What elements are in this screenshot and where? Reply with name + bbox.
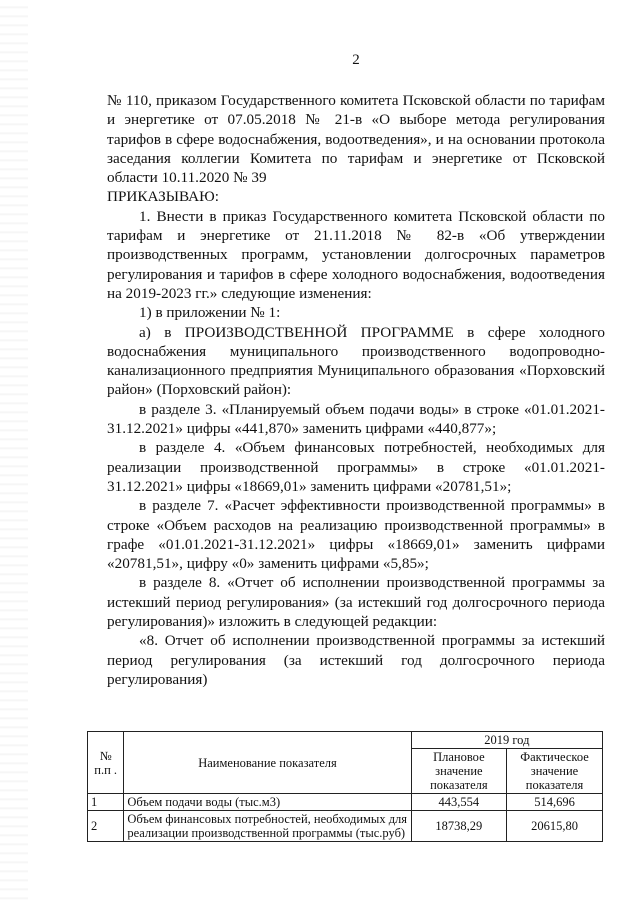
paragraph-section-3: в разделе 3. «Планируемый объем подачи воды» в строке «01.01.2021-31.12.2021» цифры «441,870» заменить цифрами «440,877»; xyxy=(107,400,605,438)
scan-edge-artifact xyxy=(0,0,28,905)
row-number: 1 xyxy=(88,794,124,811)
paragraph-basis: № 110, приказом Государственного комитета Псковской области по тарифам и энергетике от 07.05.2018 № 21-в «О выборе метода регулирования тарифов в сфере водоснабжения, водоотведения», и на основании протокола заседания коллегии Комитета по тарифам и энергетике от Псковской области 10.11.2020 № 39 xyxy=(107,92,605,187)
row-plan-value: 18738,29 xyxy=(411,811,506,842)
report-table xyxy=(87,731,603,842)
paragraph-item-1: 1. Внести в приказ Государственного комитета Псковской области по тарифам и энергетике от 21.11.2018 № 82-в «Об утверждении производственных программ, установлении долгосрочных параметров регулирования и тарифов в сфере холодного водоснабжения, водоотведения на 2019-2023 гг.» следующие изменения: xyxy=(107,207,605,302)
row-number: 2 xyxy=(88,811,124,842)
table-row xyxy=(88,811,603,842)
order-heading: ПРИКАЗЫВАЮ: xyxy=(107,188,219,206)
paragraph-report-title: «8. Отчет об исполнении производственной программы за истекший период регулирования (за истекший год долгосрочного периода регулирования) xyxy=(107,632,605,688)
row-fact-value: 514,696 xyxy=(507,794,603,811)
paragraph-section-4: в разделе 4. «Объем финансовых потребностей, необходимых для реализации производственной программы» в строке «01.01.2021-31.12.2021» цифры «18669,01» заменить цифрами «20781,51»; xyxy=(107,439,605,495)
row-fact-value: 20615,80 xyxy=(507,811,603,842)
paragraph-section-8: в разделе 8. «Отчет об исполнении производственной программы за истекший период регулирования» (за истекший год долгосрочного периода регулирования)» изложить в следующей редакции: xyxy=(107,574,605,631)
document-page xyxy=(107,52,605,689)
page-number: 2 xyxy=(352,52,360,68)
paragraph-program: а) в ПРОИЗВОДСТВЕННОЙ ПРОГРАММЕ в сфере холодного водоснабжения муниципального производственного водопроводно-канализационного предприятия Муниципального образования «Порховский район» (Порховский район): xyxy=(107,323,605,399)
row-indicator: Объем подачи воды (тыс.м3) xyxy=(124,794,411,811)
header-fact-value: Фактическое значение показателя xyxy=(507,749,603,794)
table-row xyxy=(88,794,603,811)
paragraph-section-7: в разделе 7. «Расчет эффективности производственной программы» в строке «Объем расходов на реализацию производственной программы» в графе «01.01.2021-31.12.2021» цифры «18669,01» заменить цифрами «20781,51», цифру «0» заменить цифрами «5,85»; xyxy=(107,497,605,573)
header-indicator-name: Наименование показателя xyxy=(124,732,411,794)
row-indicator: Объем финансовых потребностей, необходимых для реализации производственной программы (тыс.руб) xyxy=(124,811,411,842)
header-plan-value: Плановое значение показателя xyxy=(411,749,506,794)
paragraph-appendix-1: 1) в приложении № 1: xyxy=(139,304,281,322)
table-header-row xyxy=(88,732,603,749)
header-number: № п.п . xyxy=(88,732,124,794)
header-year: 2019 год xyxy=(411,732,602,749)
row-plan-value: 443,554 xyxy=(411,794,506,811)
